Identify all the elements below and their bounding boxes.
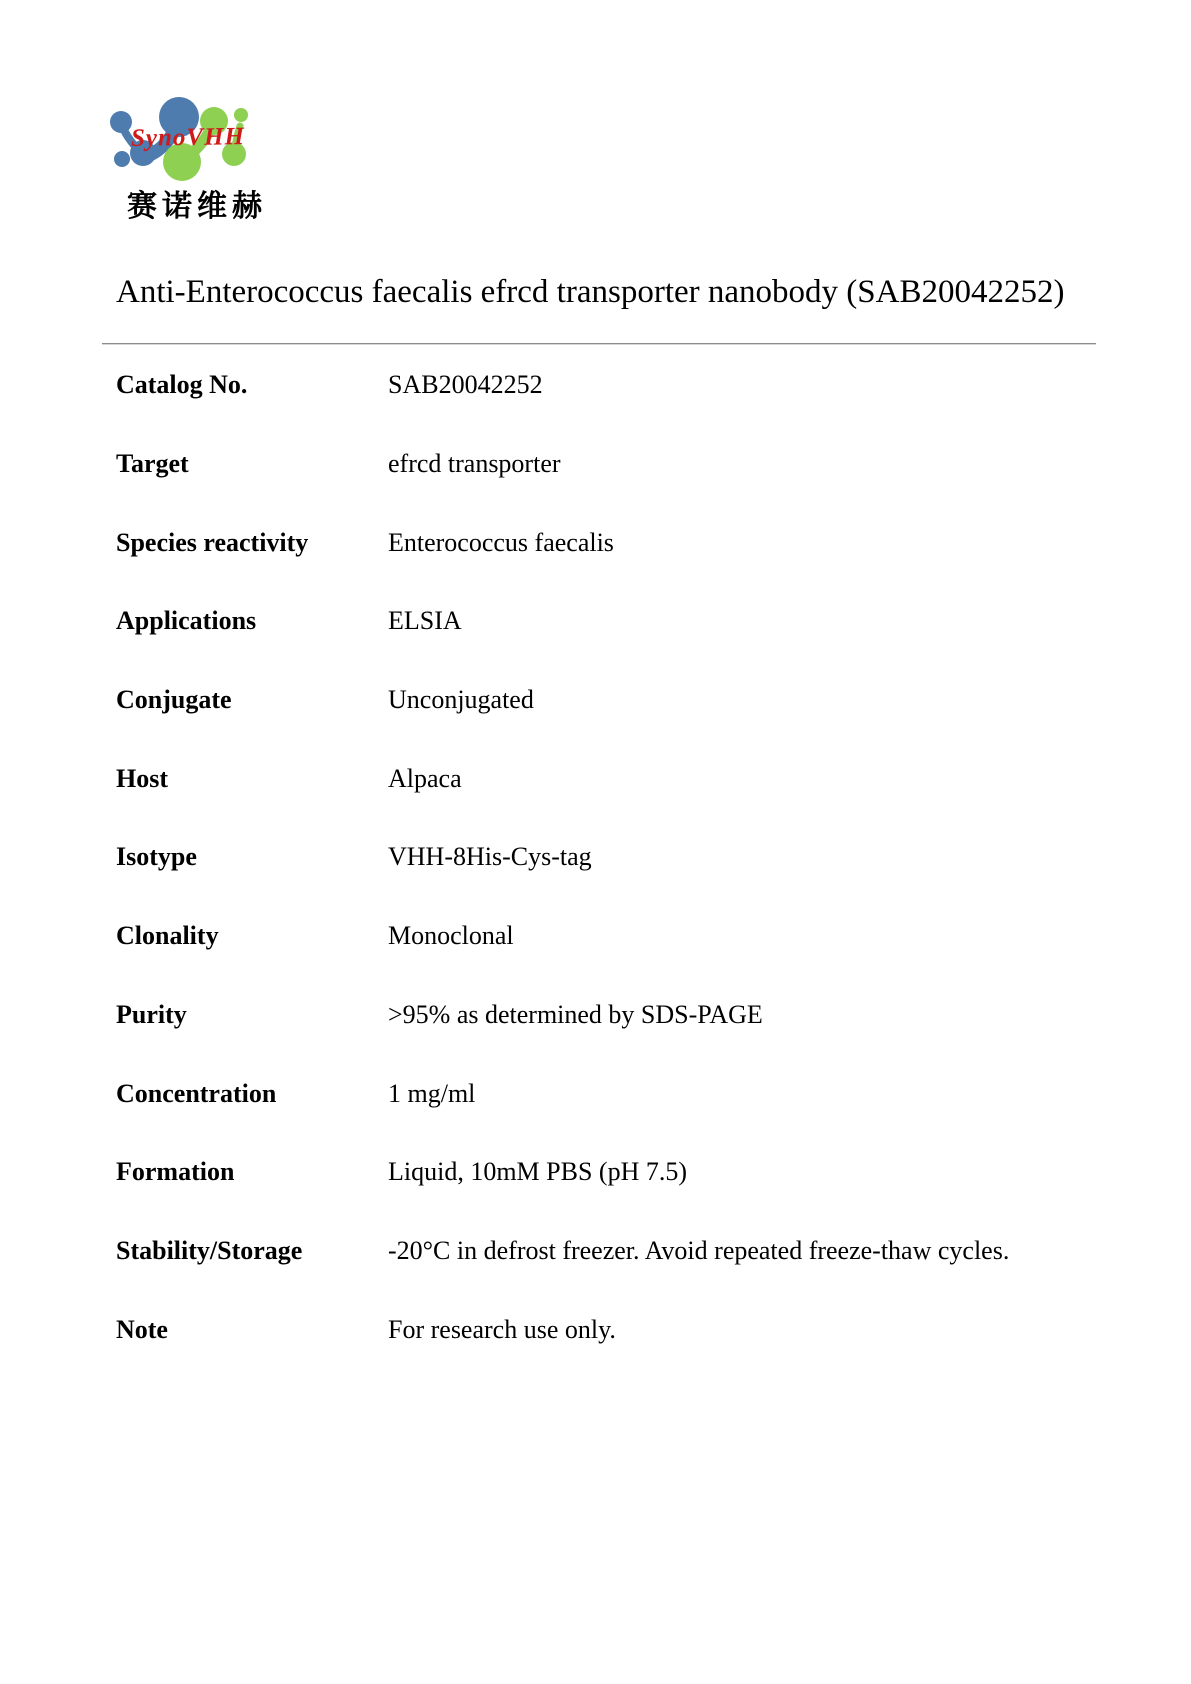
spec-row-species-reactivity bbox=[116, 503, 1111, 582]
title-divider bbox=[102, 343, 1096, 345]
spec-value: -20°C in defrost freezer. Avoid repeated freeze-thaw cycles. bbox=[388, 1235, 1010, 1265]
spec-label: Formation bbox=[116, 1157, 235, 1187]
spec-label: Note bbox=[116, 1314, 168, 1344]
spec-row-concentration bbox=[116, 1054, 1111, 1133]
spec-value: Liquid, 10mM PBS (pH 7.5) bbox=[388, 1157, 688, 1187]
spec-label: Host bbox=[116, 763, 168, 793]
spec-row-formation bbox=[116, 1133, 1111, 1212]
spec-row-clonality bbox=[116, 897, 1111, 976]
spec-label: Species reactivity bbox=[116, 527, 309, 557]
spec-value: SAB20042252 bbox=[388, 370, 543, 400]
spec-value: 1 mg/ml bbox=[388, 1078, 476, 1108]
spec-value: >95% as determined by SDS-PAGE bbox=[388, 999, 763, 1029]
company-logo bbox=[105, 96, 255, 193]
spec-label: Applications bbox=[116, 606, 257, 636]
spec-row-purity bbox=[116, 976, 1111, 1055]
spec-row-host bbox=[116, 739, 1111, 818]
spec-value: VHH-8His-Cys-tag bbox=[388, 842, 592, 872]
spec-label: Catalog No. bbox=[116, 370, 248, 400]
spec-value: Unconjugated bbox=[388, 685, 534, 715]
spec-value: efrcd transporter bbox=[388, 449, 561, 479]
spec-row-note bbox=[116, 1290, 1111, 1369]
spec-label: Conjugate bbox=[116, 685, 232, 715]
spec-label: Clonality bbox=[116, 921, 219, 951]
spec-label: Purity bbox=[116, 999, 187, 1029]
spec-row-target bbox=[116, 425, 1111, 504]
spec-value: Alpaca bbox=[388, 763, 462, 793]
spec-value: Monoclonal bbox=[388, 921, 514, 951]
spec-label: Stability/Storage bbox=[116, 1235, 303, 1265]
spec-label: Concentration bbox=[116, 1078, 277, 1108]
spec-row-stability-storage bbox=[116, 1212, 1111, 1291]
spec-row-isotype bbox=[116, 818, 1111, 897]
spec-value: Enterococcus faecalis bbox=[388, 527, 614, 557]
spec-label: Isotype bbox=[116, 842, 197, 872]
spec-row-applications bbox=[116, 582, 1111, 661]
spec-value: ELSIA bbox=[388, 606, 462, 636]
logo-wordmark: SynoVHH bbox=[130, 123, 246, 152]
spec-table bbox=[116, 346, 1111, 1369]
spec-row-conjugate bbox=[116, 661, 1111, 740]
company-name-chinese: 赛诺维赫 bbox=[127, 189, 267, 224]
spec-label: Target bbox=[116, 449, 189, 479]
spec-value: For research use only. bbox=[388, 1314, 616, 1344]
spec-row-catalog bbox=[116, 346, 1111, 425]
product-title: Anti-Enterococcus faecalis efrcd transporter nanobody (SAB20042252) bbox=[116, 274, 1065, 310]
